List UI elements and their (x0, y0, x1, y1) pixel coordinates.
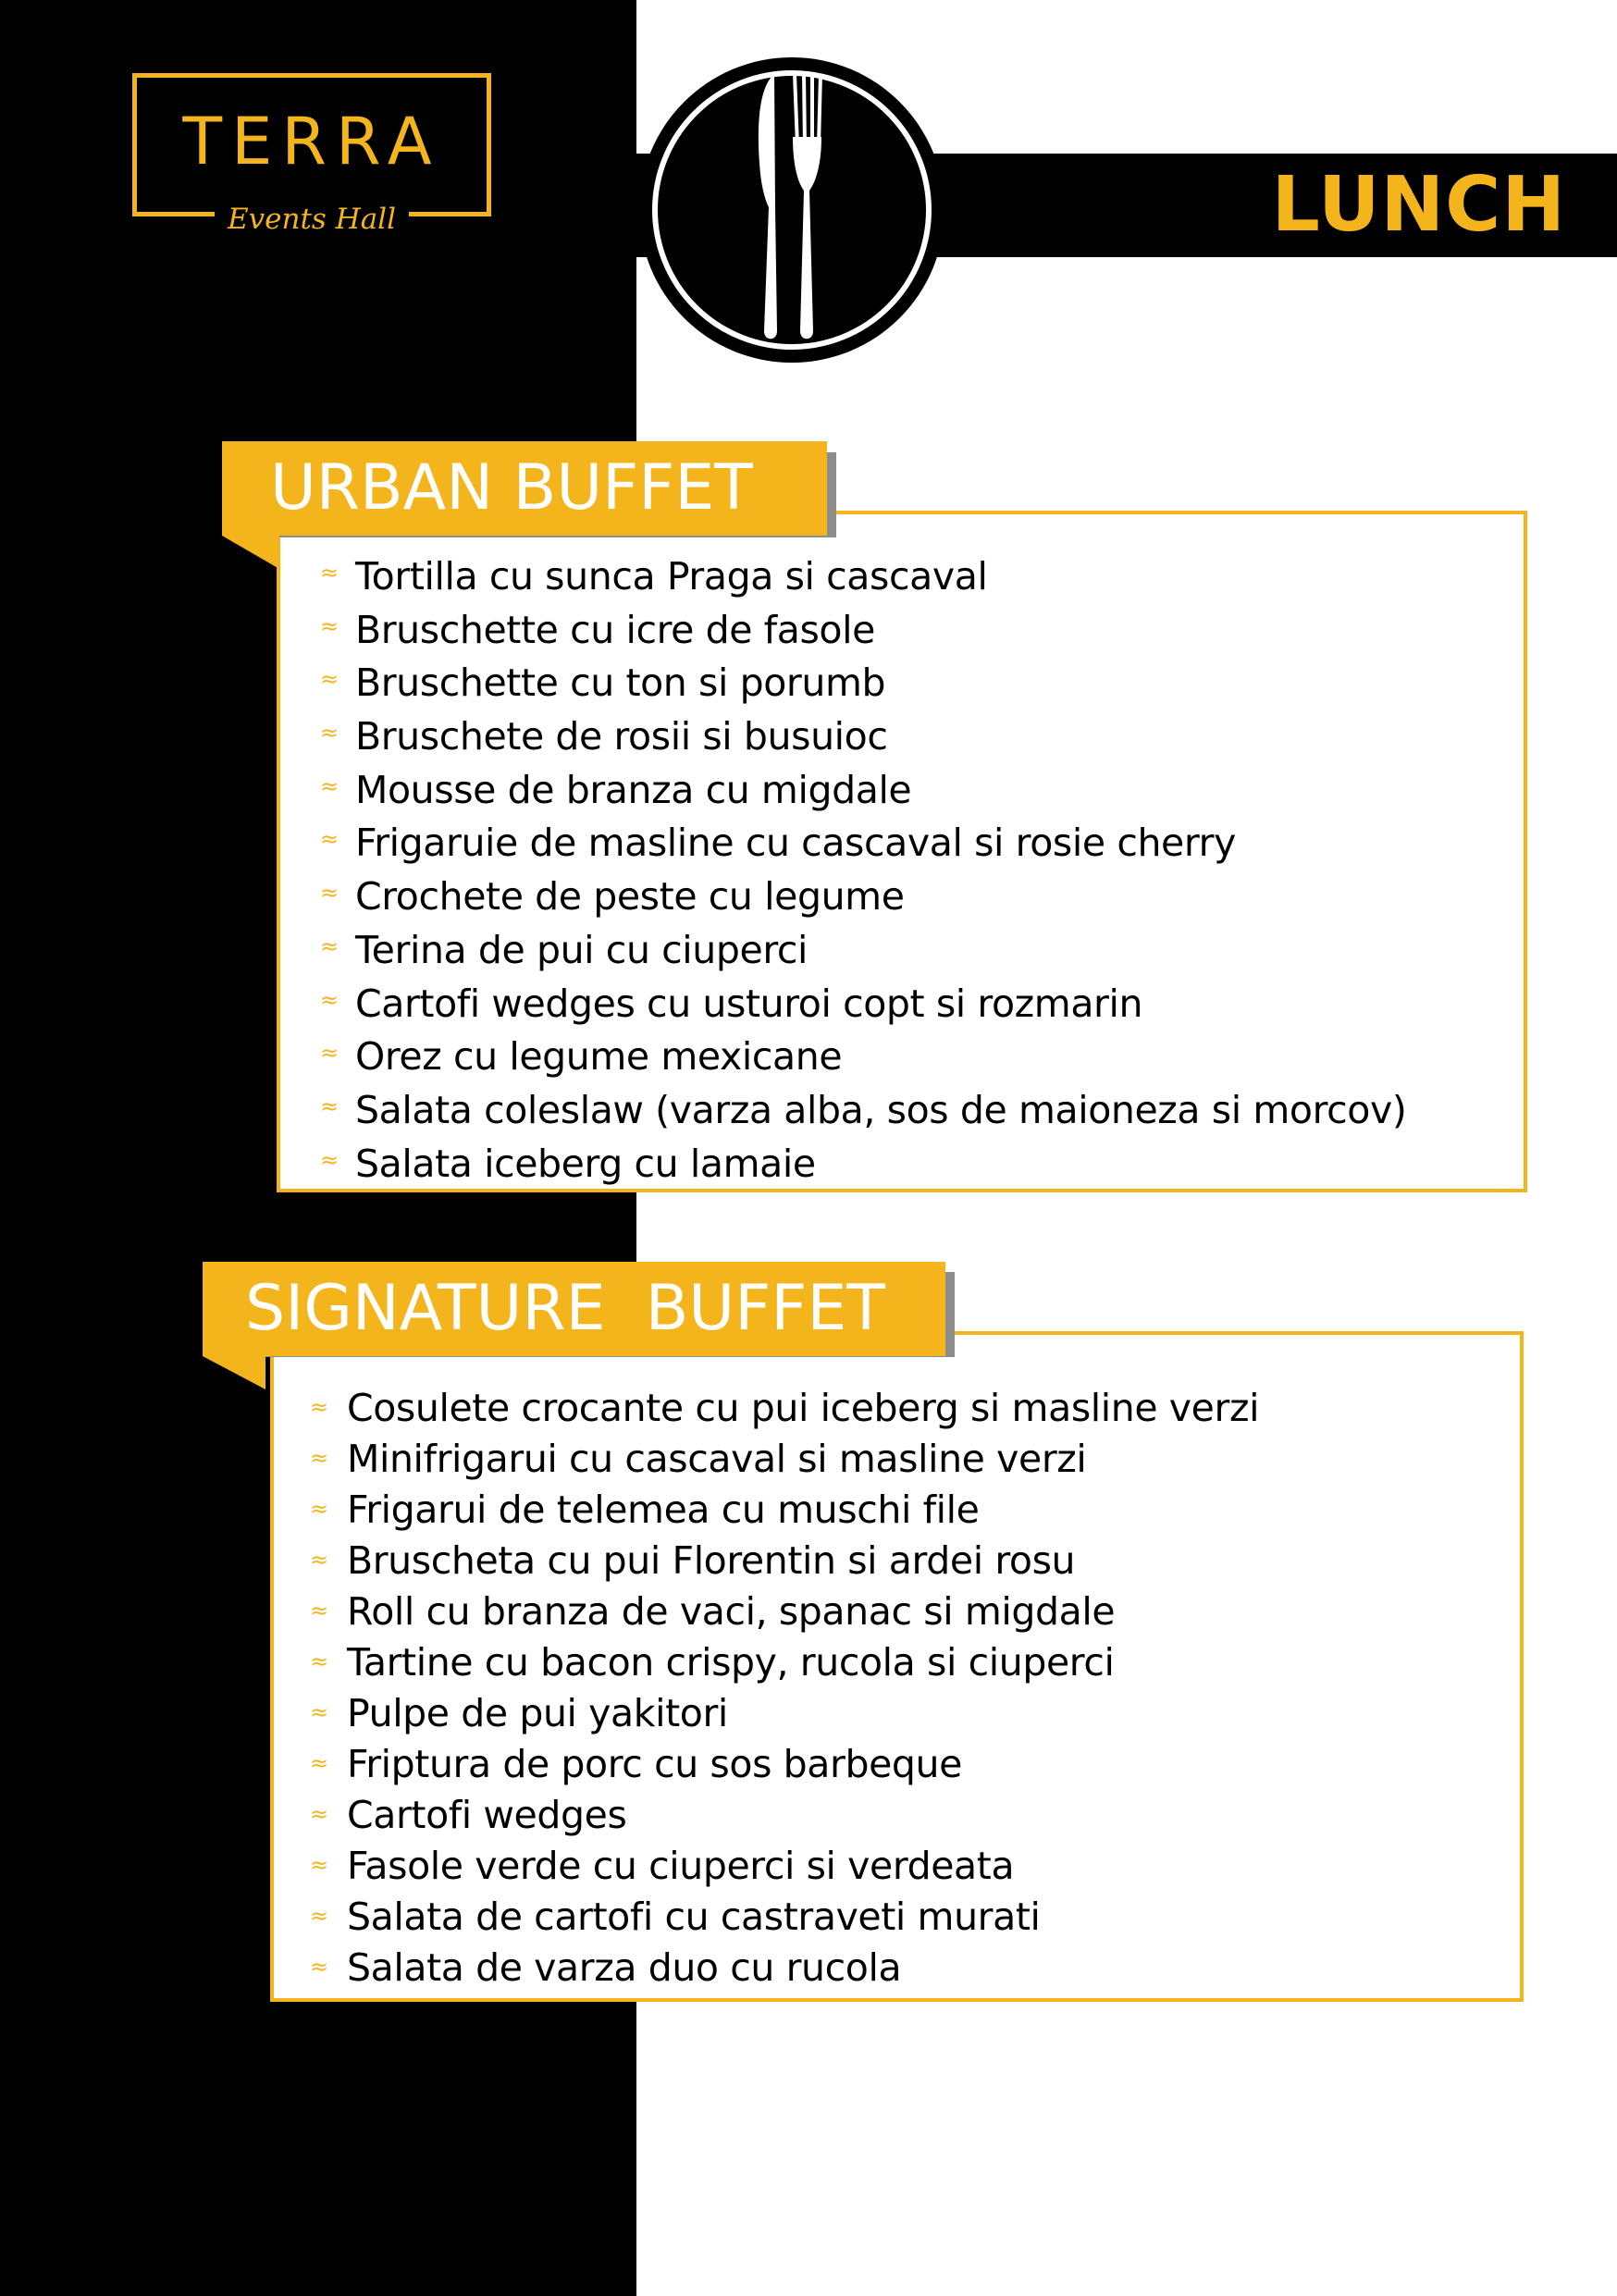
list-item (320, 764, 1406, 818)
tilde-bullet-icon: ≈ (320, 1040, 339, 1067)
menu-item-text: Frigaruie de masline cu cascaval si rosie cherry (355, 821, 1236, 866)
list-item (310, 1892, 1259, 1943)
list-item (310, 1485, 1259, 1536)
tilde-bullet-icon: ≈ (310, 1547, 328, 1573)
list-item (320, 978, 1406, 1031)
menu-item-text: Cosulete crocante cu pui iceberg si masline verzi (347, 1386, 1260, 1430)
list-item (320, 1031, 1406, 1084)
list-item (310, 1637, 1259, 1688)
tilde-bullet-icon: ≈ (320, 826, 339, 853)
menu-item-text: Orez cu legume mexicane (355, 1034, 843, 1080)
list-item (310, 1383, 1260, 1434)
tilde-bullet-icon: ≈ (310, 1750, 328, 1776)
list-item (320, 550, 1406, 604)
tilde-bullet-icon: ≈ (310, 1903, 328, 1929)
tilde-bullet-icon: ≈ (320, 720, 339, 747)
menu-item-text: Salata coleslaw (varza alba, sos de maioneza si morcov) (355, 1087, 1407, 1132)
list-item (310, 1434, 1259, 1485)
list-item (310, 1688, 1259, 1739)
page-title: LUNCH (1271, 161, 1566, 249)
list-item (310, 1943, 1259, 1994)
tilde-bullet-icon: ≈ (320, 1146, 339, 1173)
section-title-signature-buffet: SIGNATURE BUFFET (203, 1262, 945, 1356)
menu-item-text: Salata iceberg cu lamaie (355, 1141, 816, 1186)
tilde-bullet-icon: ≈ (310, 1852, 328, 1878)
terra-logo (132, 73, 491, 236)
list-item (310, 1536, 1259, 1586)
list-item (320, 924, 1406, 978)
menu-item-text: Pulpe de pui yakitori (347, 1691, 728, 1735)
menu-item-text: Cartofi wedges cu usturoi copt si rozmarin (355, 981, 1143, 1026)
tilde-bullet-icon: ≈ (320, 880, 339, 907)
list-item (320, 604, 1406, 658)
signature-buffet-list (310, 1383, 1260, 1994)
menu-item-text: Tartine cu bacon crispy, rucola si ciuperci (347, 1640, 1115, 1685)
logo-subtitle (137, 205, 487, 234)
tilde-bullet-icon: ≈ (320, 560, 339, 586)
menu-item-text: Bruschete de rosii si busuioc (355, 714, 888, 759)
logo-name: TERRA (182, 104, 441, 179)
list-item (320, 710, 1406, 764)
menu-item-text: Terina de pui cu ciuperci (355, 927, 808, 972)
tilde-bullet-icon: ≈ (320, 772, 339, 799)
urban-buffet-list (320, 550, 1407, 1191)
menu-item-text: Mousse de branza cu migdale (355, 767, 912, 812)
plate-cutlery-icon (636, 54, 948, 366)
section-title-urban-buffet: URBAN BUFFET (222, 441, 827, 536)
tilde-bullet-icon: ≈ (310, 1954, 328, 1980)
list-item (310, 1790, 1259, 1841)
tilde-bullet-icon: ≈ (310, 1801, 328, 1827)
tilde-bullet-icon: ≈ (320, 986, 339, 1013)
list-item (310, 1841, 1259, 1892)
tilde-bullet-icon: ≈ (310, 1699, 328, 1725)
tilde-bullet-icon: ≈ (320, 932, 339, 959)
menu-item-text: Bruschette cu icre de fasole (355, 607, 875, 652)
list-item (320, 870, 1406, 924)
list-item (310, 1586, 1259, 1637)
tilde-bullet-icon: ≈ (320, 666, 339, 693)
menu-item-text: Bruscheta cu pui Florentin si ardei rosu (347, 1538, 1076, 1583)
menu-item-text: Roll cu branza de vaci, spanac si migdale (347, 1589, 1116, 1634)
menu-item-text: Minifrigarui cu cascaval si masline verzi (347, 1437, 1087, 1481)
menu-item-text: Friptura de porc cu sos barbeque (347, 1742, 962, 1786)
tilde-bullet-icon: ≈ (310, 1394, 328, 1420)
urban-tab-fold (222, 536, 279, 569)
menu-item-text: Cartofi wedges (347, 1793, 627, 1837)
menu-item-text: Salata de cartofi cu castraveti murati (347, 1895, 1041, 1939)
menu-item-text: Salata de varza duo cu rucola (347, 1945, 902, 1990)
list-item (310, 1739, 1259, 1790)
tilde-bullet-icon: ≈ (320, 612, 339, 639)
menu-item-text: Crochete de peste cu legume (355, 874, 905, 920)
list-item (320, 657, 1406, 710)
list-item (320, 1084, 1407, 1138)
menu-item-text: Bruschette cu ton si porumb (355, 660, 886, 706)
tilde-bullet-icon: ≈ (310, 1445, 328, 1471)
list-item (320, 817, 1406, 870)
menu-item-text: Fasole verde cu ciuperci si verdeata (347, 1844, 1015, 1888)
list-item (320, 1138, 1406, 1191)
logo-subtitle-text: Events Hall (215, 203, 409, 236)
tilde-bullet-icon: ≈ (310, 1648, 328, 1674)
menu-item-text: Frigarui de telemea cu muschi file (347, 1487, 980, 1532)
tilde-bullet-icon: ≈ (310, 1598, 328, 1623)
menu-item-text: Tortilla cu sunca Praga si cascaval (355, 554, 988, 599)
tilde-bullet-icon: ≈ (320, 1092, 339, 1119)
signature-tab-fold (203, 1356, 265, 1389)
tilde-bullet-icon: ≈ (310, 1496, 328, 1522)
